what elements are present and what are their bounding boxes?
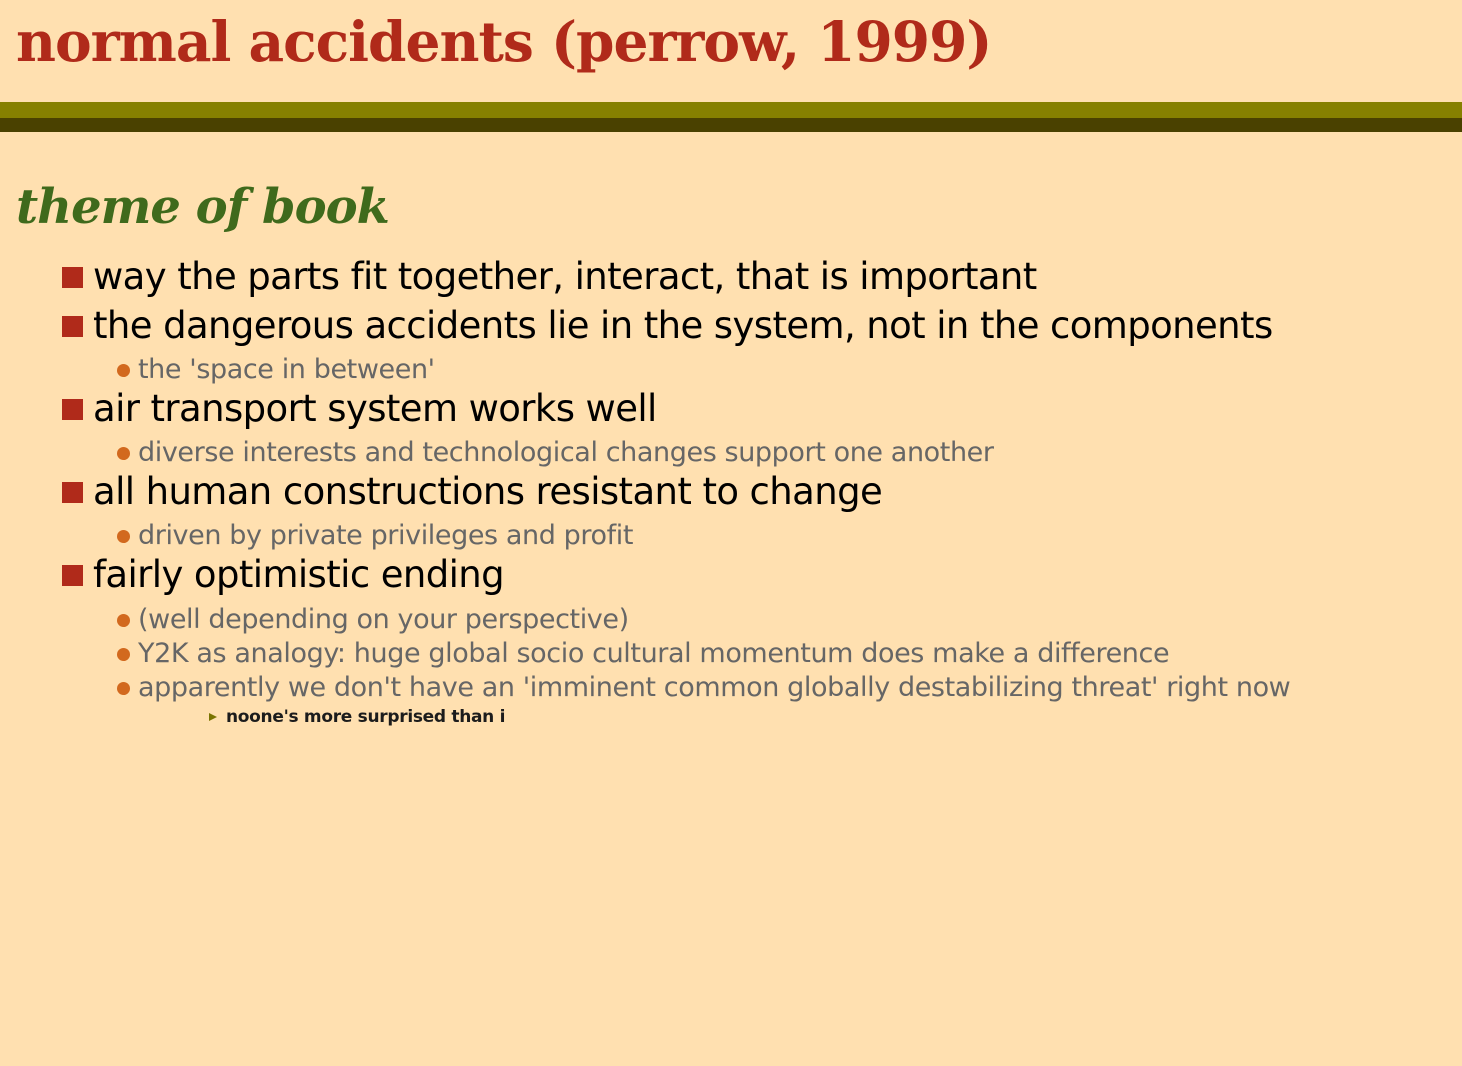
header-rule-bottom	[0, 118, 1462, 132]
sub-bullet-text: Y2K as analogy: huge global socio cultural momentum does make a difference	[138, 638, 1170, 669]
sub-bullet-item	[117, 671, 1290, 705]
circle-bullet-icon	[117, 648, 130, 661]
header-rule-top	[0, 102, 1462, 118]
square-bullet-icon	[62, 482, 83, 503]
sub-bullet-text: driven by private privileges and profit	[138, 520, 634, 551]
square-bullet-icon	[62, 565, 83, 586]
bullet-text: air transport system works well	[93, 387, 657, 430]
circle-bullet-icon	[117, 682, 130, 695]
square-bullet-icon	[62, 316, 83, 337]
sub-bullet-item	[117, 603, 629, 637]
sub-sub-bullet-item	[209, 705, 505, 729]
bullet-item	[62, 386, 657, 432]
sub-bullet-item	[117, 637, 1169, 671]
circle-bullet-icon	[117, 447, 130, 460]
circle-bullet-icon	[117, 530, 130, 543]
square-bullet-icon	[62, 267, 83, 288]
bullet-text: fairly optimistic ending	[93, 553, 505, 596]
slide-title: normal accidents (perrow, 1999)	[16, 9, 992, 74]
triangle-bullet-icon	[209, 713, 217, 721]
sub-bullet-text: (well depending on your perspective)	[138, 604, 629, 635]
sub-bullet-text: diverse interests and technological changes support one another	[138, 437, 994, 468]
bullet-item	[62, 254, 1037, 300]
bullet-text: way the parts fit together, interact, that is important	[93, 255, 1037, 298]
bullet-item	[62, 303, 1273, 349]
sub-bullet-item	[117, 353, 435, 387]
sub-bullet-item	[117, 519, 633, 553]
sub-sub-bullet-text: noone's more surprised than i	[226, 707, 506, 727]
circle-bullet-icon	[117, 364, 130, 377]
sub-bullet-text: the 'space in between'	[138, 354, 435, 385]
bullet-text: the dangerous accidents lie in the system, not in the components	[93, 304, 1273, 347]
bullet-text: all human constructions resistant to change	[93, 470, 883, 513]
square-bullet-icon	[62, 399, 83, 420]
bullet-item	[62, 552, 504, 598]
circle-bullet-icon	[117, 614, 130, 627]
section-heading: theme of book	[16, 179, 389, 235]
sub-bullet-item	[117, 436, 994, 470]
sub-bullet-text: apparently we don't have an 'imminent common globally destabilizing threat' right now	[138, 672, 1291, 703]
bullet-item	[62, 469, 882, 515]
